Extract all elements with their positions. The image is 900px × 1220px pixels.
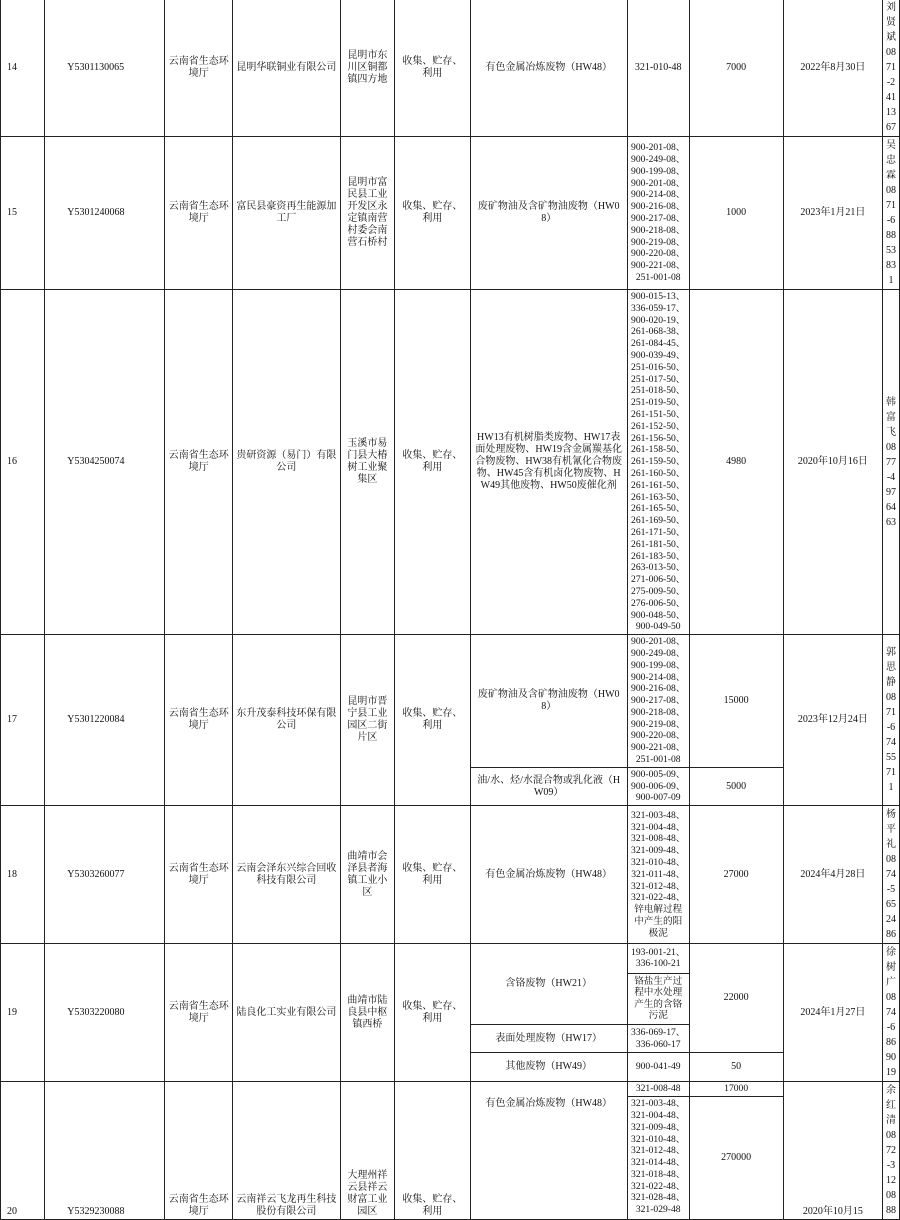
annual-capacity: 22000 — [689, 944, 783, 1053]
table-row — [1, 0, 900, 137]
company-name: 贵研资源（易门）有限公司 — [233, 290, 340, 635]
permit-code: Y5301220084 — [45, 635, 165, 806]
issue-date: 2024年1月27日 — [783, 944, 882, 1082]
waste-category: 表面处理废物（HW17） — [470, 1025, 627, 1053]
annual-capacity: 15000 — [689, 635, 783, 768]
annual-capacity: 50 — [689, 1052, 783, 1081]
contact-phone: 0874-5652486 — [886, 854, 896, 941]
waste-codes: 900-201-08、900-249-08、900-199-08、900-201-08、900-214-08、900-216-08、900-217-08、900-218-08、900-219-08、900-220-08、900-221-08、251-001-08 — [627, 137, 689, 290]
row-number: 14 — [1, 0, 45, 137]
waste-category: 有色金属冶炼废物（HW48） — [470, 806, 627, 944]
facility-address: 昆明市东川区铜都镇四方地 — [340, 0, 395, 137]
company-name: 陆良化工实业有限公司 — [233, 944, 340, 1082]
table-row — [1, 944, 900, 973]
waste-category: 废矿物油及含矿物油废物（HW08） — [470, 137, 627, 290]
company-name: 云南会泽东兴综合回收科技有限公司 — [233, 806, 340, 944]
company-name: 云南祥云飞龙再生科技股份有限公司 — [233, 1082, 340, 1220]
contact-name: 杨平礼 — [886, 809, 896, 851]
table-row — [1, 635, 900, 768]
contact-name: 郭思静 — [886, 647, 896, 689]
issue-date: 2024年4月28日 — [783, 806, 882, 944]
waste-category: 有色金属冶炼废物（HW48） — [470, 1082, 627, 1220]
contact-cell — [883, 635, 900, 806]
contact-cell — [883, 1082, 900, 1220]
contact-phone: 0871-67455711 — [886, 692, 896, 794]
waste-codes: 900-201-08、900-249-08、900-199-08、900-214-08、900-216-08、900-217-08、900-218-08、900-219-08、900-220-08、900-221-08、251-001-08 — [627, 635, 689, 768]
contact-cell — [883, 137, 900, 290]
row-number: 18 — [1, 806, 45, 944]
waste-category: HW13有机树脂类废物、HW17表面处理废物、HW19含金属羰基化合物废物、HW38有机氰化合物废物、HW45含有机卤化物废物、HW49其他废物、HW50废催化剂 — [470, 290, 627, 635]
issue-date: 2023年12月24日 — [783, 635, 882, 806]
waste-category: 含铬废物（HW21） — [470, 944, 627, 1025]
waste-category: 其他废物（HW49） — [470, 1052, 627, 1081]
waste-codes: 900-015-13、336-059-17、900-020-19、261-068-38、261-084-45、900-039-49、251-016-50、251-017-50、251-018-50、251-019-50、261-151-50、261-152-50、261-156-50、261-158-50、261-159-50、261-160-50、261-161-50、261-163-50、261-165-50、261-169-50、261-171-50、261-181-50、261-183-50、263-013-50、271-006-50、275-009-50、276-006-50、900-048-50、900-049-50 — [627, 290, 689, 635]
waste-category: 油/水、烃/水混合物或乳化液（HW09） — [470, 767, 627, 805]
operation-method: 收集、贮存、利用 — [395, 1082, 470, 1220]
operation-method: 收集、贮存、利用 — [395, 944, 470, 1082]
issuing-authority: 云南省生态环境厅 — [165, 635, 233, 806]
issue-date: 2023年1月21日 — [783, 137, 882, 290]
waste-codes: 321-010-48 — [627, 0, 689, 137]
waste-category: 废矿物油及含矿物油废物（HW08） — [470, 635, 627, 768]
waste-codes: 900-041-49 — [627, 1052, 689, 1081]
issue-date: 2020年10月16日 — [783, 290, 882, 635]
operation-method: 收集、贮存、利用 — [395, 290, 470, 635]
contact-cell — [883, 944, 900, 1082]
issue-date: 2022年8月30日 — [783, 0, 882, 137]
waste-category: 有色金属冶炼废物（HW48） — [470, 0, 627, 137]
issuing-authority: 云南省生态环境厅 — [165, 290, 233, 635]
row-number: 16 — [1, 290, 45, 635]
waste-codes: 900-005-09、900-006-09、900-007-09 — [627, 767, 689, 805]
annual-capacity: 4980 — [689, 290, 783, 635]
permit-code: Y5303220080 — [45, 944, 165, 1082]
facility-address: 玉溪市易门县大椿树工业聚集区 — [340, 290, 395, 635]
contact-phone: 0871-2411367 — [886, 47, 896, 133]
annual-capacity: 270000 — [689, 1097, 783, 1220]
contact-name: 徐树广 — [886, 947, 896, 989]
operation-method: 收集、贮存、利用 — [395, 0, 470, 137]
contact-name: 吴忠霖 — [886, 140, 896, 181]
contact-phone: 0872-3120888 — [886, 1130, 896, 1217]
issuing-authority: 云南省生态环境厅 — [165, 137, 233, 290]
operation-method: 收集、贮存、利用 — [395, 635, 470, 806]
operation-method: 收集、贮存、利用 — [395, 137, 470, 290]
company-name: 富民县豪资再生能源加工厂 — [233, 137, 340, 290]
facility-address: 大理州祥云县祥云财富工业园区 — [340, 1082, 395, 1220]
permit-code: Y5329230088 — [45, 1082, 165, 1220]
issue-date: 2020年10月15 — [783, 1082, 882, 1220]
waste-codes: 321-003-48、321-004-48、321-009-48、321-010-48、321-012-48、321-014-48、321-018-48、321-022-48、321-028-48、321-029-48 — [627, 1097, 689, 1220]
annual-capacity: 1000 — [689, 137, 783, 290]
waste-codes: 321-008-48 — [627, 1082, 689, 1097]
annual-capacity: 5000 — [689, 767, 783, 805]
waste-codes: 321-003-48、321-004-48、321-008-48、321-009-48、321-010-48、321-011-48、321-012-48、321-022-48、锌电解过程中产生的阳极泥 — [627, 806, 689, 944]
company-name: 昆明华联铜业有限公司 — [233, 0, 340, 137]
contact-name: 刘贤斌 — [886, 2, 896, 43]
waste-codes: 铬盐生产过程中水处理产生的含铬污泥 — [627, 973, 689, 1025]
contact-name: 余红清 — [886, 1085, 896, 1127]
row-number: 19 — [1, 944, 45, 1082]
row-number: 20 — [1, 1082, 45, 1220]
contact-phone: 0871-68853831 — [886, 185, 896, 286]
facility-address: 昆明市富民县工业开发区永定镇南营村委会南营石桥村 — [340, 137, 395, 290]
issuing-authority: 云南省生态环境厅 — [165, 944, 233, 1082]
contact-name: 韩富飞 — [886, 396, 896, 438]
facility-address: 昆明市晋宁县工业园区二街片区 — [340, 635, 395, 806]
waste-codes: 336-069-17、336-060-17 — [627, 1025, 689, 1053]
annual-capacity: 27000 — [689, 806, 783, 944]
contact-cell — [883, 290, 900, 635]
table-row — [1, 806, 900, 944]
facility-address: 曲靖市会泽县者海镇工业小区 — [340, 806, 395, 944]
contact-phone: 0874-6869019 — [886, 992, 896, 1079]
permit-code: Y5301240068 — [45, 137, 165, 290]
row-number: 17 — [1, 635, 45, 806]
issuing-authority: 云南省生态环境厅 — [165, 0, 233, 137]
annual-capacity: 7000 — [689, 0, 783, 137]
contact-cell — [883, 0, 900, 137]
contact-cell — [883, 806, 900, 944]
operation-method: 收集、贮存、利用 — [395, 806, 470, 944]
facility-address: 曲靖市陆良县中枢镇西桥 — [340, 944, 395, 1082]
row-number: 15 — [1, 137, 45, 290]
company-name: 东升茂泰科技环保有限公司 — [233, 635, 340, 806]
permit-code: Y5301130065 — [45, 0, 165, 137]
table-row — [1, 1082, 900, 1097]
annual-capacity: 17000 — [689, 1082, 783, 1097]
issuing-authority: 云南省生态环境厅 — [165, 1082, 233, 1220]
issuing-authority: 云南省生态环境厅 — [165, 806, 233, 944]
table-row — [1, 137, 900, 290]
contact-phone: 0877-4976463 — [886, 441, 896, 528]
waste-codes: 193-001-21、336-100-21 — [627, 944, 689, 973]
table-row — [1, 290, 900, 635]
permit-code: Y5304250074 — [45, 290, 165, 635]
permit-code: Y5303260077 — [45, 806, 165, 944]
